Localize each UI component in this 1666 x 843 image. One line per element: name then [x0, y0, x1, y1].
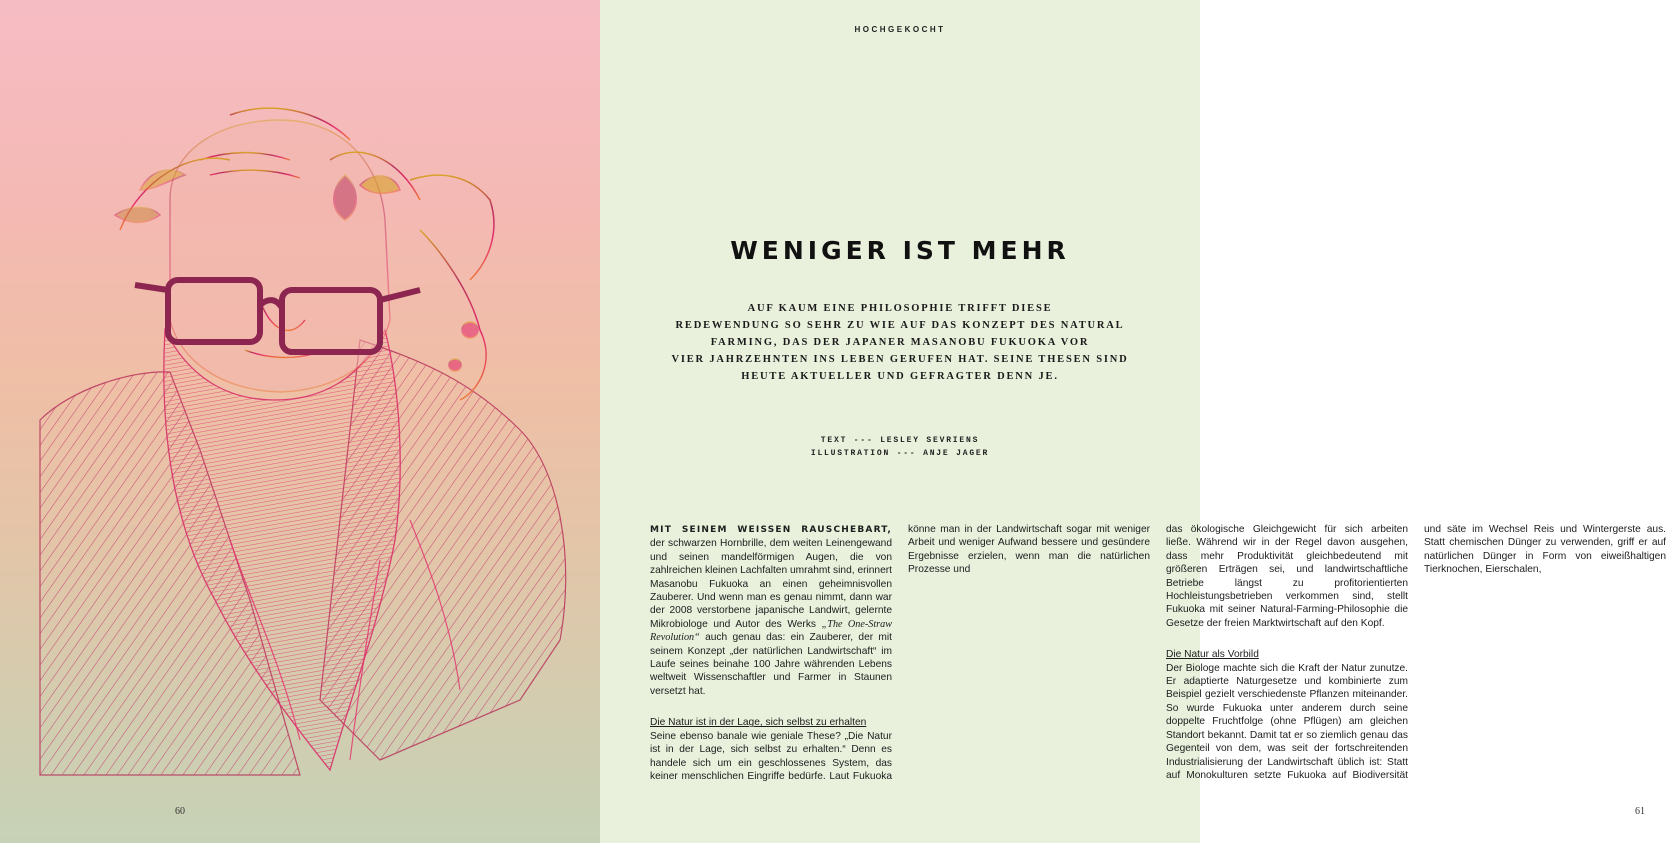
book-title: „The One-Straw Revolution“: [650, 618, 893, 644]
headline: WENIGER IST MEHR: [730, 236, 1070, 265]
lede-line: REDEWENDUNG SO SEHR ZU WIE AUF DAS KONZEPT DES NATURAL: [675, 320, 1125, 331]
lede-line: AUF KAUM EINE PHILOSOPHIE TRIFFT DIESE: [747, 303, 1053, 314]
credit-dashes: ---: [853, 436, 874, 445]
paragraph-text: auch genau das: ein Zauberer, der mit seinem Konzept „der natürlichen Landwirtschaft“ im Laufe seines beinahe 100 Jahre währenden Lebens weltweit Wissenschaftler und Farmer in Staunen versetzt hat.: [650, 632, 892, 697]
credit-text-label: TEXT: [820, 436, 848, 445]
right-page: [600, 0, 1666, 843]
subheading-2: Die Natur als Vorbild: [1166, 649, 1259, 661]
lede-line: HEUTE AKTUELLER UND GEFRAGTER DENN JE.: [741, 371, 1059, 382]
article-paragraph-1: [650, 523, 892, 698]
lede-line: VIER JAHRZEHNTEN INS LEBEN GERUFEN HAT. SEINE THESEN SIND: [671, 354, 1129, 365]
section-label: HOCHGEKOCHT: [854, 25, 946, 34]
credit-illustration-line: [600, 447, 1200, 460]
credit-dashes: ---: [896, 449, 917, 458]
page-number-left: 60: [175, 806, 185, 817]
credits: [600, 434, 1200, 460]
credit-text-line: [600, 434, 1200, 447]
article-paragraph-4: Der Biologe machte sich die Kraft der Natur zunutze. Er adaptierte Naturgesetze und kombinierte zum Beispiel gezielt verschiedenste Pflanzen miteinander. So wurde Fukuoka unter anderem durch seine doppelte Fruchtfolge (ohne Pflügen) am gleichen Standort bekannt. Damit tat er so ziemlich genau das Gegenteil von dem, was seit der fortschreitenden Industrialisierung der Landwirtschaft üblich ist: Statt auf Monokulturen setzte Fukuoka auf Biodiversität und säte im Wechsel Reis und Wintergerste aus. Statt chemischen Dünger zu verwenden, griff er auf natürlichen Dünger in Form von eiweißhaltigen Tierknochen, Eierschalen,: [1166, 524, 1666, 781]
lede-line: FARMING, DAS DER JAPANER MASANOBU FUKUOKA VOR: [710, 337, 1090, 348]
credit-author: LESLEY SEVRIENS: [880, 436, 980, 445]
article-paragraph-3: das ökologische Gleichgewicht für sich arbeiten ließe. Während wir in der Regel davon ausgehen, dass mehr Produktivität gleichbedeutend mit größeren Erträgen sei, und landwirtschaftliche Betriebe längst zu profitorientierten Hochleistungsbetrieben verkommen sind, stellt Fukuoka mit seiner Natural-Farming-Philosophie die Gesetze der freien Marktwirtschaft auf den Kopf.: [1166, 524, 1408, 629]
portrait-illustration: [0, 0, 600, 843]
paragraph-text: der schwarzen Hornbrille, dem weiten Leinengewand und seinen mandelförmigen Augen, die von zahlreichen kleinen Lachfalten umrahmt sind, erinnert Masanobu Fukuoka an einen geheimnisvollen Zauberer. Und wenn man es genau nimmt, dann war der 2008 verstorbene japanische Landwirt, gelernte Mikrobiologe und Autor des Werks: [650, 538, 892, 630]
lead-in: MIT SEINEM WEISSEN RAUSCHEBART,: [650, 525, 892, 535]
subheading-1: Die Natur ist in der Lage, sich selbst zu erhalten: [650, 717, 867, 729]
credit-illustration-label: ILLUSTRATION: [810, 449, 891, 458]
page-number-right: 61: [1635, 806, 1645, 817]
lede-paragraph: [670, 300, 1130, 385]
credit-illustrator: ANJE JAGER: [923, 449, 990, 458]
left-page: [0, 0, 600, 843]
article-paragraph-2: Seine ebenso banale wie geniale These? „Die Natur ist in der Lage, sich selbst zu erhalten.“ Denn es handele sich um ein geschlossenes System, das keiner menschlichen Eingriffe bedürfe. Laut Fukuoka könne man in der Landwirtschaft sogar mit weniger Arbeit und weniger Aufwand bessere und gesündere Ergebnisse erzielen, wenn man die natürlichen Prozesse und: [650, 524, 1150, 782]
article-body: [650, 523, 1666, 793]
